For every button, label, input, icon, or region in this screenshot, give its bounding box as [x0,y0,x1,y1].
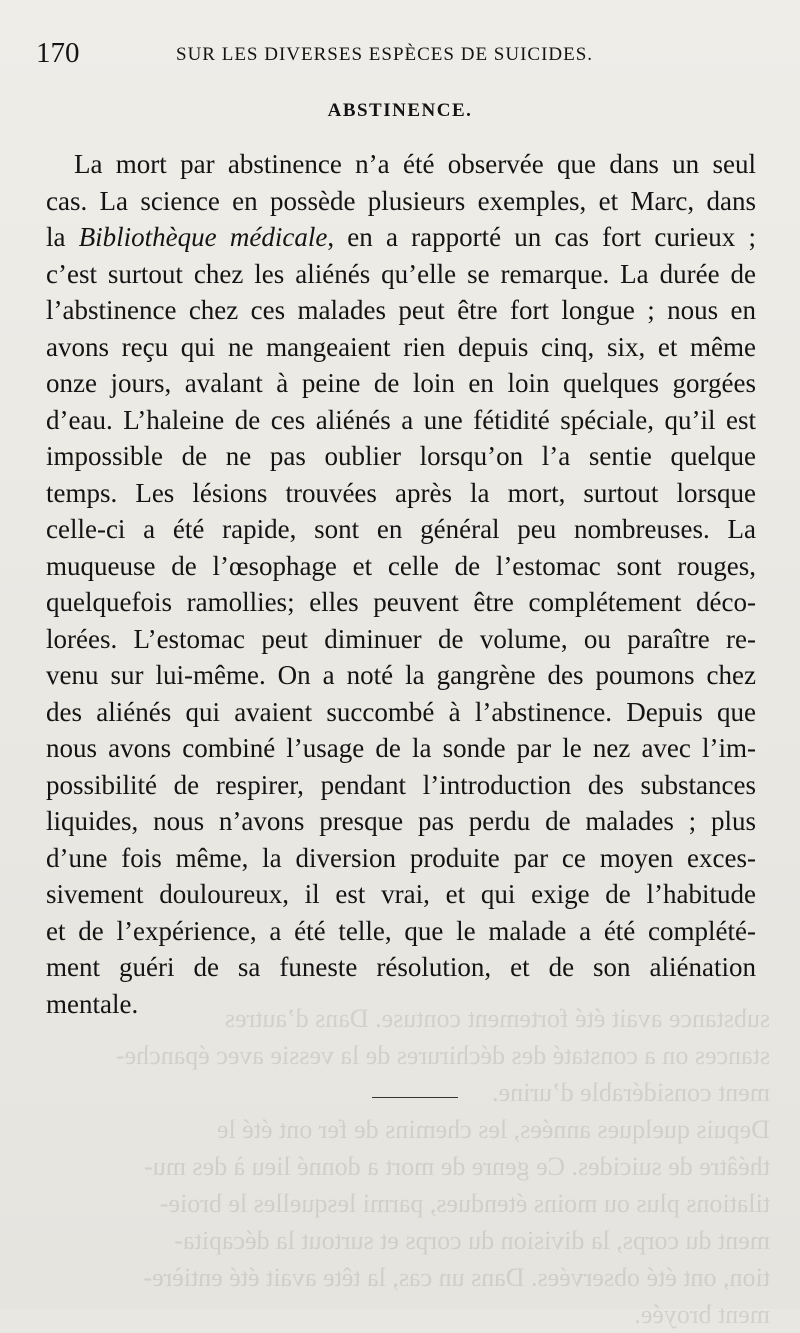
text-line: d’eau. L’haleine de ces aliénés a une fétidité spéciale, qu’il est [46,404,756,435]
text-line: La mort par abstinence n’a été observée que dans un seul [74,149,756,179]
bleed-line: stances on a constaté des déchirures de la vessie avec épanche- [115,1041,770,1070]
text-line [46,219,756,256]
bleed-through-text [30,1000,770,1329]
text-line: temps. Les lésions trouvées après la mort, surtout lorsque [46,477,756,508]
text-line: onze jours, avalant à peine de loin en loin quelques gorgées [46,368,756,398]
text-line: venu sur lui-même. On a noté la gangrène des poumons chez [46,660,756,690]
bleed-line: ment du corps, la division du corps et surtout la décapita- [174,1226,770,1255]
bleed-line: ment considérable d’urine. [492,1078,770,1107]
bleed-line: tilations plus ou moins étendues, parmi lesquelles le broie- [159,1189,770,1218]
bleed-line: théâtre de suicides. Ce genre de mort a donné lieu à des mu- [144,1152,770,1181]
bleed-line: substance avait été fortement contuse. Dans d’autres [224,1004,770,1033]
running-head [36,36,766,70]
text-line: l’abstinence chez ces malades peut être fort longue ; nous en [46,295,756,325]
text-line-start: la [46,222,79,252]
text-line: celle-ci a été rapide, sont en général peu nombreuses. La [46,514,756,544]
text-line: ment guéri de sa funeste résolution, et de son aliénation [46,952,756,982]
bleed-line: ment broyée. [634,1300,770,1329]
text-line: impossible de ne pas oublier lorsqu’on l’a sentie quelque [46,441,756,471]
text-line: mentale. [46,988,139,1019]
paragraph [46,146,756,1022]
text-line: liquides, nous n’avons presque pas perdu de malades ; plus [46,806,756,836]
section-title: ABSTINENCE. [327,100,473,121]
bleed-line: tion, ont été observées. Dans un cas, la tête avait été entière- [143,1263,770,1292]
text-line: avons reçu qui ne mangeaient rien depuis cinq, six, et même [46,331,756,362]
text-line: sivement douloureux, il est vrai, et qui exige de l’habitude [46,879,756,909]
bleed-line: Depuis quelques années, les chemins de fer ont été le [216,1115,770,1144]
book-title: Bibliothèque médicale [78,222,328,252]
text-line: lorées. L’estomac peut diminuer de volume, ou paraître re- [46,623,756,654]
text-line: c’est surtout chez les aliénés qu’elle se remarque. La durée de [46,258,756,289]
text-line: possibilité de respirer, pendant l’introduction des substances [46,769,756,800]
text-line: quelquefois ramollies; elles peuvent être complétement déco- [46,587,756,617]
text-line-end: , en a rapporté un cas fort curieux ; [327,222,756,252]
page-number: 170 [36,37,80,69]
text-line: nous avons combiné l’usage de la sonde par le nez avec l’im- [46,733,756,763]
section-divider [372,1097,458,1098]
text-line: muqueuse de l’œsophage et celle de l’estomac sont rouges, [46,550,756,581]
text-line: d’une fois même, la diversion produite par ce moyen exces- [46,842,756,873]
text-line: des aliénés qui avaient succombé à l’abstinence. Depuis que [46,696,756,727]
text-line: cas. La science en possède plusieurs exemples, et Marc, dans [46,185,756,216]
running-title: SUR LES DIVERSES ESPÈCES DE SUICIDES. [176,44,594,65]
text-line: et de l’expérience, a été telle, que le malade a été complété- [46,915,756,946]
